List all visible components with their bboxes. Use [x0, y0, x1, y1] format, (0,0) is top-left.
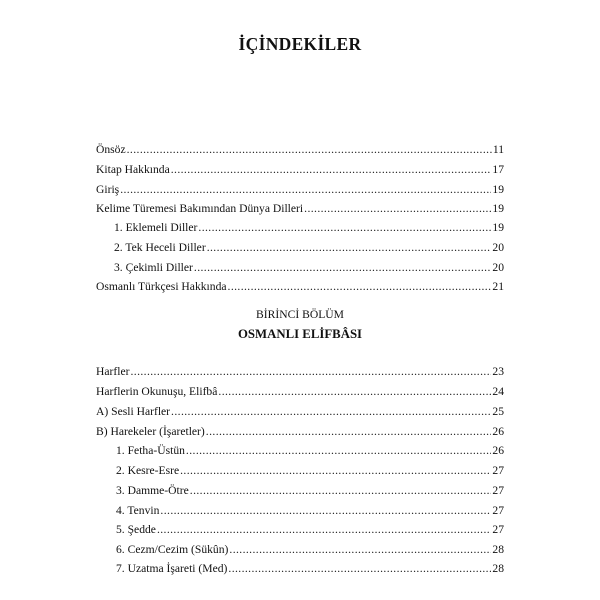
dot-leader [228, 279, 492, 295]
dot-leader [190, 483, 492, 499]
toc-entry-page: 23 [492, 365, 504, 378]
toc-entry-page: 19 [492, 202, 504, 215]
dot-leader [304, 201, 491, 217]
toc-entry-label: Giriş [96, 183, 120, 196]
toc-entry-page: 19 [492, 183, 504, 196]
toc-entry-page: 19 [492, 221, 504, 234]
dot-leader [218, 384, 491, 400]
toc-entry-page: 21 [492, 280, 504, 293]
toc-entry-label: Kelime Türemesi Bakımından Dünya Dilleri [96, 202, 304, 215]
toc-entry-label: 6. Cezm/Cezim (Sükûn) [116, 543, 229, 556]
dot-leader [206, 424, 492, 440]
toc-entry [96, 384, 504, 400]
toc-subentry [116, 561, 504, 577]
toc-entry-label: 1. Eklemeli Diller [114, 221, 198, 234]
dot-leader [157, 522, 491, 538]
toc-entry-page: 27 [492, 504, 504, 517]
toc-entry-page: 26 [492, 425, 504, 438]
toc-entry [96, 279, 504, 295]
toc-entry-label: 3. Çekimli Diller [114, 261, 193, 274]
toc-entry-page: 20 [492, 241, 504, 254]
toc-entry-page: 27 [492, 523, 504, 536]
dot-leader [171, 404, 491, 420]
toc-entry-page: 24 [492, 385, 504, 398]
toc-entry-label: 4. Tenvin [116, 504, 160, 517]
toc-subentry [114, 240, 504, 256]
page-title: İÇİNDEKİLER [238, 34, 362, 54]
toc-entry-label: 1. Fetha-Üstün [116, 444, 185, 457]
toc-entry [96, 201, 504, 217]
toc-entry-page: 28 [492, 562, 504, 575]
toc-entry-label: Harflerin Okunuşu, Elifbâ [96, 385, 218, 398]
toc-entry-page: 17 [492, 163, 504, 176]
toc-entry [96, 364, 504, 380]
toc-subentry [116, 503, 504, 519]
toc-entry-page: 11 [492, 143, 504, 156]
toc-entry-page: 25 [492, 405, 504, 418]
toc-entry-page: 27 [492, 464, 504, 477]
dot-leader [180, 463, 491, 479]
toc-entry-label: 2. Kesre-Esre [116, 464, 180, 477]
toc-entry-page: 26 [492, 444, 504, 457]
dot-leader [127, 142, 492, 158]
toc-entry [96, 142, 504, 158]
dot-leader [120, 182, 491, 198]
dot-leader [207, 240, 492, 256]
toc-subentry [114, 220, 504, 236]
toc-entry-label: Harfler [96, 365, 130, 378]
section-kicker: BİRİNCİ BÖLÜM [256, 308, 344, 321]
toc-entry-label: Önsöz [96, 143, 126, 156]
dot-leader [228, 561, 491, 577]
toc-subentry [116, 443, 504, 459]
toc-subentry [116, 522, 504, 538]
toc-entry-label: 7. Uzatma İşareti (Med) [116, 562, 228, 575]
toc-entry-page: 28 [492, 543, 504, 556]
toc-subentry [114, 260, 504, 276]
toc-entry-label: 2. Tek Heceli Diller [114, 241, 206, 254]
dot-leader [194, 260, 492, 276]
dot-leader [171, 162, 492, 178]
toc-entry-label: 3. Damme-Ötre [116, 484, 189, 497]
toc-entry-label: Osmanlı Türkçesi Hakkında [96, 280, 227, 293]
toc-entry-label: A) Sesli Harfler [96, 405, 171, 418]
toc-entry [96, 162, 504, 178]
dot-leader [186, 443, 491, 459]
toc-entry-label: Kitap Hakkında [96, 163, 170, 176]
dot-leader [130, 364, 491, 380]
toc-entry-page: 27 [492, 484, 504, 497]
dot-leader [229, 542, 491, 558]
dot-leader [198, 220, 491, 236]
toc-entry [96, 182, 504, 198]
section-title: OSMANLI ELİFBÂSI [237, 327, 363, 341]
toc-subentry [116, 542, 504, 558]
toc-entry [96, 424, 504, 440]
toc-entry [96, 404, 504, 420]
dot-leader [160, 503, 491, 519]
toc-subentry [116, 463, 504, 479]
toc-entry-label: B) Harekeler (İşaretler) [96, 425, 205, 438]
toc-subentry [116, 483, 504, 499]
toc-entry-page: 20 [492, 261, 504, 274]
toc-entry-label: 5. Şedde [116, 523, 156, 536]
